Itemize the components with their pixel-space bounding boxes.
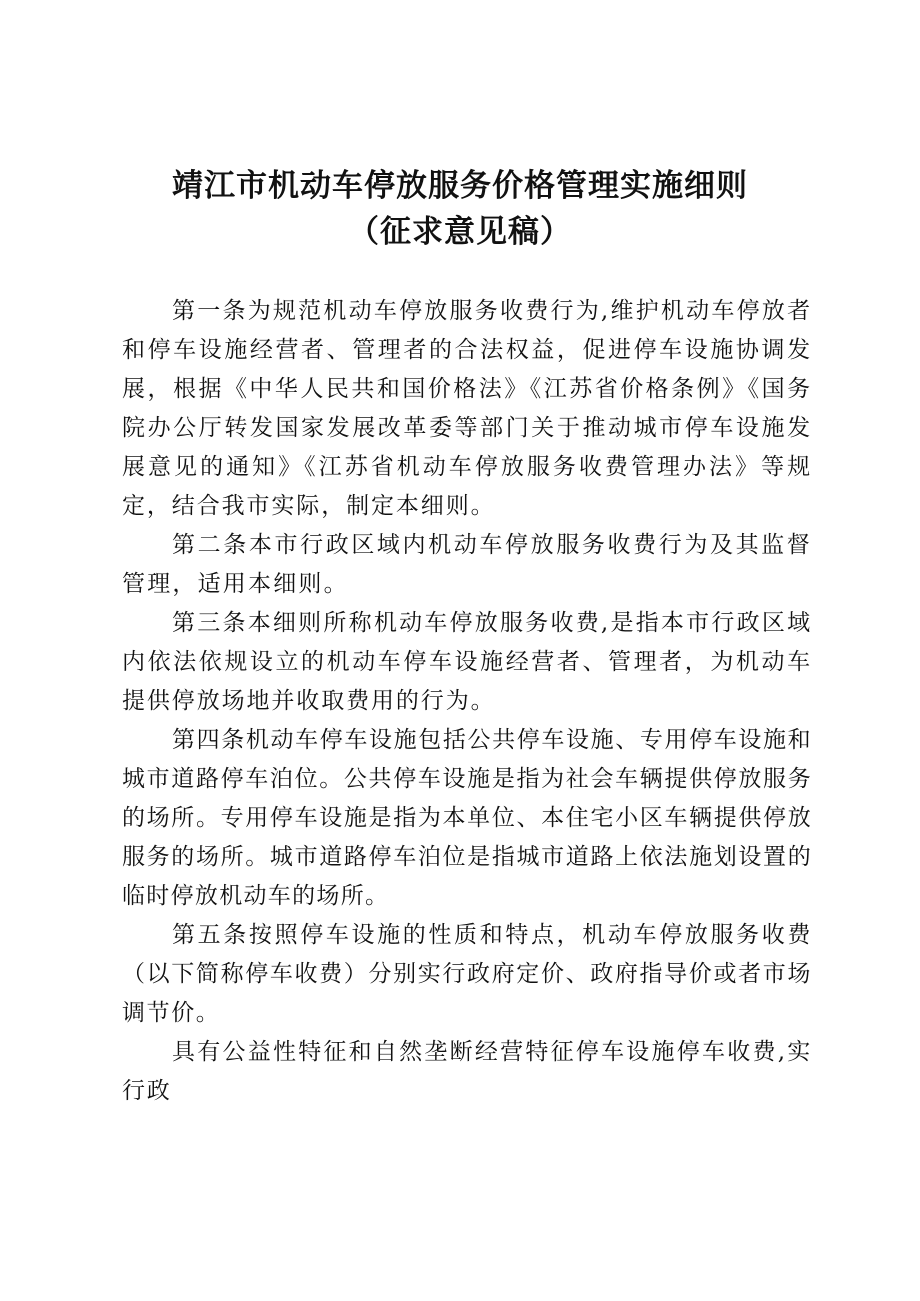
- article-2-paragraph: 第二条本市行政区域内机动车停放服务收费行为及其监督管理，适用本细则。: [122, 532, 812, 597]
- document-body: [122, 292, 812, 1111]
- document-subtitle: （征求意见稿）: [348, 214, 572, 250]
- article-5-paragraph: 第五条按照停车设施的性质和特点，机动车停放服务收费（以下简称停车收费）分别实行政府定价、政府指导价或者市场调节价。: [122, 922, 812, 1026]
- article-5-continuation-paragraph: 具有公益性特征和自然垄断经营特征停车设施停车收费,实行政: [122, 1039, 812, 1104]
- article-3-paragraph: 第三条本细则所称机动车停放服务收费,是指本市行政区域内依法依规设立的机动车停车设施经营者、管理者，为机动车提供停放场地并收取费用的行为。: [122, 610, 812, 714]
- article-4-paragraph: 第四条机动车停车设施包括公共停车设施、专用停车设施和城市道路停车泊位。公共停车设施是指为社会车辆提供停放服务的场所。专用停车设施是指为本单位、本住宅小区车辆提供停放服务的场所。城市道路停车泊位是指城市道路上依法施划设置的临时停放机动车的场所。: [122, 727, 812, 909]
- article-1-paragraph: 第一条为规范机动车停放服务收费行为,维护机动车停放者和停车设施经营者、管理者的合法权益，促进停车设施协调发展，根据《中华人民共和国价格法》《江苏省价格条例》《国务院办公厅转发国家发展改革委等部门关于推动城市停车设施发展意见的通知》《江苏省机动车停放服务收费管理办法》等规定，结合我市实际，制定本细则。: [122, 298, 812, 519]
- document-title: 靖江市机动车停放服务价格管理实施细则: [172, 168, 748, 204]
